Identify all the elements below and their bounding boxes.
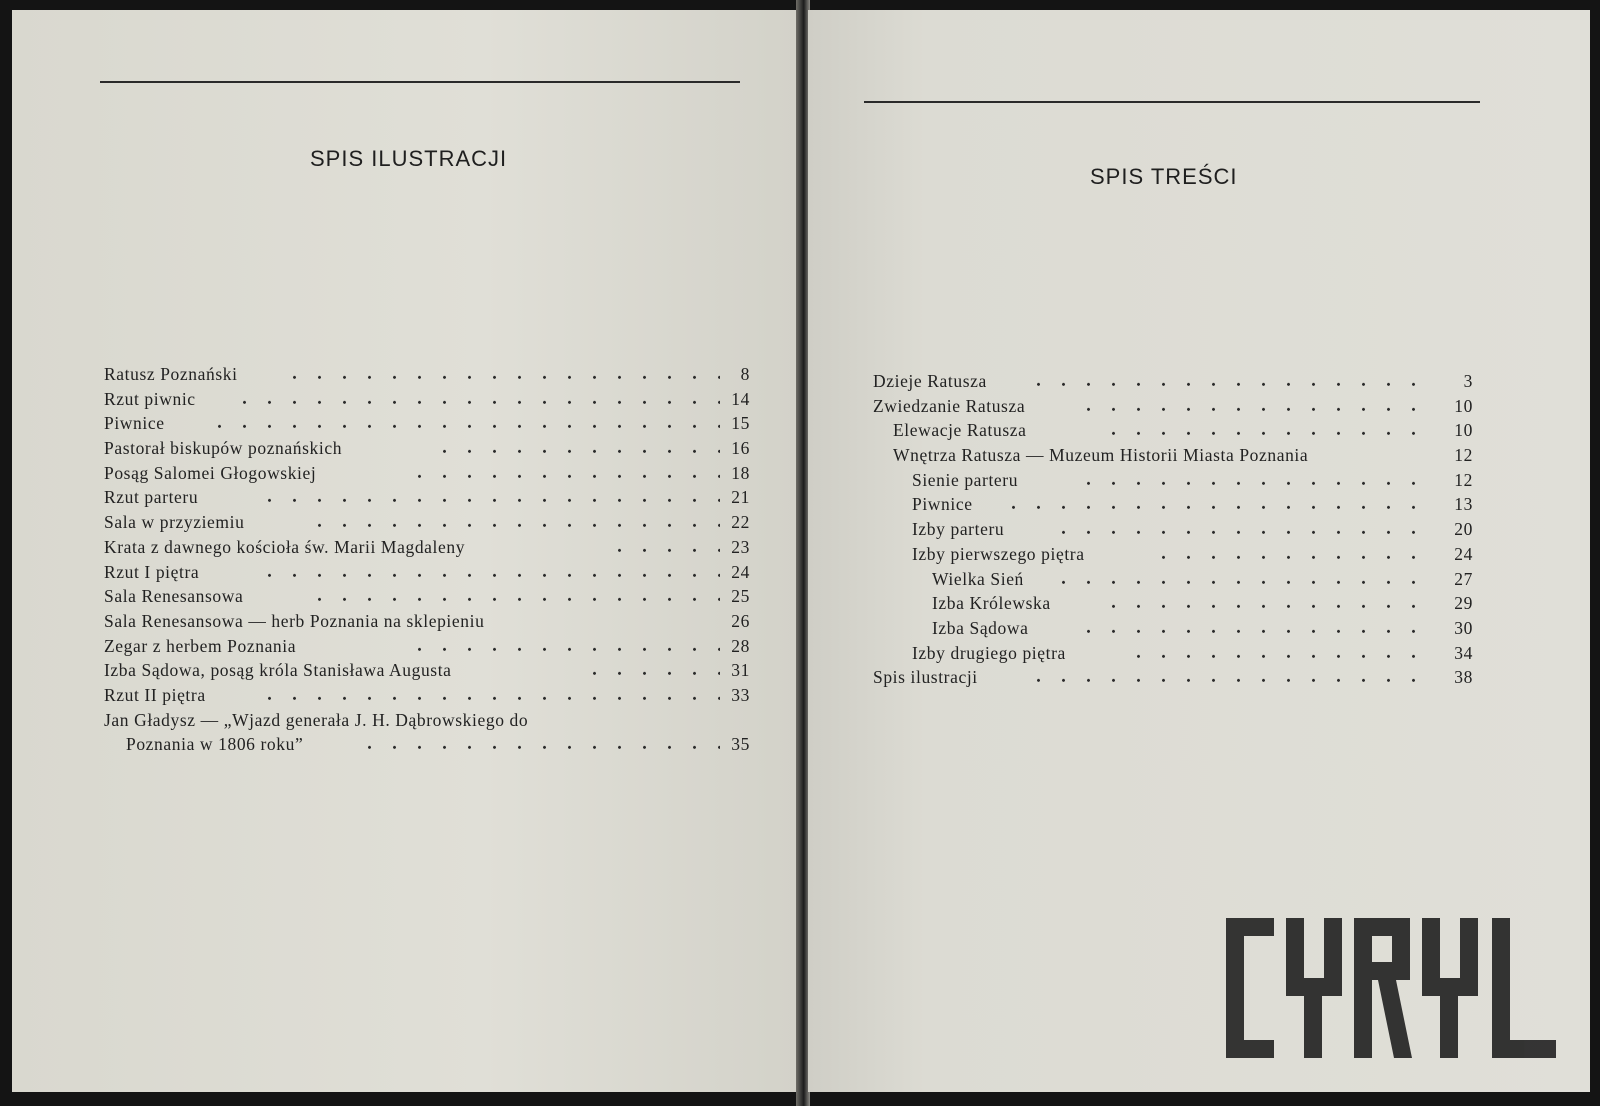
leader-dots — [407, 461, 720, 486]
cyryl-watermark-logo — [1226, 918, 1556, 1058]
list-item — [104, 387, 750, 412]
entry-label: Rzut II piętra — [104, 684, 206, 705]
entry-label: Jan Gładysz — „Wjazd generała J. H. Dąbrowskiego do — [104, 709, 529, 730]
entry-page: 34 — [1454, 642, 1473, 663]
list-item — [873, 369, 1473, 394]
entry-page: 22 — [731, 512, 750, 533]
leader-dots — [1026, 369, 1428, 394]
leader-dots — [307, 584, 720, 609]
top-rule-left — [100, 81, 740, 83]
entry-label: Rzut piwnic — [104, 388, 196, 409]
leader-dots — [1101, 591, 1428, 616]
list-item — [104, 485, 750, 510]
entry-page: 13 — [1454, 494, 1473, 515]
list-item — [873, 665, 1473, 690]
entry-label: Sienie parteru — [912, 469, 1019, 490]
leader-dots — [257, 683, 720, 708]
entry-page: 10 — [1454, 420, 1473, 441]
entry-label: Izby pierwszego piętra — [912, 543, 1085, 564]
watermark-letters — [1226, 918, 1556, 1058]
entry-label: Wielka Sień — [932, 568, 1024, 589]
leader-dots — [607, 535, 720, 560]
entry-page: 29 — [1454, 593, 1473, 614]
entry-label: Izby drugiego piętra — [912, 642, 1066, 663]
leader-dots — [432, 436, 720, 461]
entry-label: Rzut I piętra — [104, 561, 200, 582]
entry-page: 35 — [731, 734, 750, 755]
entry-label: Pastorał biskupów poznańskich — [104, 438, 343, 459]
leader-dots — [1076, 394, 1428, 419]
leader-dots — [1076, 468, 1428, 493]
list-item — [104, 683, 750, 708]
entry-page: 30 — [1454, 617, 1473, 638]
list-item — [873, 418, 1473, 443]
entry-label: Sala Renesansowa — [104, 586, 244, 607]
list-item — [873, 567, 1473, 592]
entry-page: 33 — [731, 684, 750, 705]
entry-page: 3 — [1463, 371, 1473, 391]
list-item — [104, 510, 750, 535]
contents-list — [873, 369, 1473, 690]
entry-label: Krata z dawnego kościoła św. Marii Magdaleny — [104, 536, 466, 557]
entry-page: 27 — [1454, 568, 1473, 589]
entry-page: 10 — [1454, 395, 1473, 416]
entry-label: Dzieje Ratusza — [873, 371, 987, 391]
list-item — [104, 411, 750, 436]
entry-label: Piwnice — [912, 494, 973, 515]
list-item — [873, 641, 1473, 666]
list-item — [873, 616, 1473, 641]
list-item — [873, 517, 1473, 542]
entry-page: 38 — [1454, 667, 1473, 688]
entry-page: 8 — [740, 364, 750, 384]
leader-dots — [582, 658, 720, 683]
leader-dots — [1076, 616, 1428, 641]
entry-page: 15 — [731, 413, 750, 434]
list-item — [104, 634, 750, 659]
entry-label: Sala w przyziemiu — [104, 512, 245, 533]
entry-page: 26 — [731, 610, 750, 631]
entry-label: Posąg Salomei Głogowskiej — [104, 462, 317, 483]
leader-dots — [1101, 418, 1428, 443]
entry-label: Wnętrza Ratusza — Muzeum Historii Miasta Poznania — [893, 445, 1309, 466]
entry-label: Rzut parteru — [104, 487, 199, 508]
list-item — [104, 609, 750, 634]
entry-page: 20 — [1454, 519, 1473, 540]
entry-page: 24 — [1454, 543, 1473, 564]
list-item — [104, 362, 750, 387]
list-item — [104, 584, 750, 609]
entry-label: Izba Sądowa, posąg króla Stanisława Augusta — [104, 660, 452, 681]
entry-label: Izby parteru — [912, 519, 1005, 540]
entry-page: 28 — [731, 635, 750, 656]
entry-page: 12 — [1454, 445, 1473, 466]
leader-dots — [1051, 517, 1428, 542]
entry-page: 23 — [731, 536, 750, 557]
list-item — [873, 492, 1473, 517]
leader-dots — [1051, 567, 1428, 592]
leader-dots — [1026, 665, 1428, 690]
leader-dots — [1151, 542, 1428, 567]
entry-label: Ratusz Poznański — [104, 364, 238, 384]
leader-dots — [257, 560, 720, 585]
leader-dots — [282, 362, 720, 387]
list-item — [873, 443, 1473, 468]
list-item — [104, 436, 750, 461]
leader-dots — [357, 732, 720, 757]
entry-page: 21 — [731, 487, 750, 508]
entry-page: 16 — [731, 438, 750, 459]
entry-label: Spis ilustracji — [873, 667, 978, 688]
left-page — [12, 10, 798, 1092]
entry-page: 31 — [731, 660, 750, 681]
illustrations-list — [104, 362, 750, 757]
entry-label: Izba Królewska — [932, 593, 1051, 614]
top-rule-right — [864, 101, 1480, 103]
entry-label: Izba Sądowa — [932, 617, 1029, 638]
leader-dots — [207, 411, 720, 436]
list-item — [104, 708, 750, 733]
leader-dots — [1001, 492, 1428, 517]
list-item — [873, 394, 1473, 419]
list-item — [104, 732, 750, 757]
entry-label: Zegar z herbem Poznania — [104, 635, 297, 656]
entry-page: 14 — [731, 388, 750, 409]
page-title-contents: SPIS TREŚCI — [1090, 164, 1238, 189]
leader-dots — [407, 634, 720, 659]
list-item — [873, 468, 1473, 493]
list-item — [104, 560, 750, 585]
entry-page: 12 — [1454, 469, 1473, 490]
entry-page: 18 — [731, 462, 750, 483]
entry-page: 25 — [731, 586, 750, 607]
leader-dots — [307, 510, 720, 535]
entry-page: 24 — [731, 561, 750, 582]
entry-label: Poznania w 1806 roku” — [126, 734, 304, 755]
list-item — [104, 658, 750, 683]
entry-label: Elewacje Ratusza — [893, 420, 1027, 441]
list-item — [873, 542, 1473, 567]
list-item — [104, 535, 750, 560]
leader-dots — [232, 387, 720, 412]
leader-dots — [257, 485, 720, 510]
list-item — [873, 591, 1473, 616]
entry-label: Piwnice — [104, 413, 165, 434]
entry-label: Sala Renesansowa — herb Poznania na sklepieniu — [104, 610, 485, 631]
page-title-illustrations: SPIS ILUSTRACJI — [310, 146, 508, 171]
list-item — [104, 461, 750, 486]
entry-label: Zwiedzanie Ratusza — [873, 395, 1026, 416]
leader-dots — [1126, 641, 1428, 666]
